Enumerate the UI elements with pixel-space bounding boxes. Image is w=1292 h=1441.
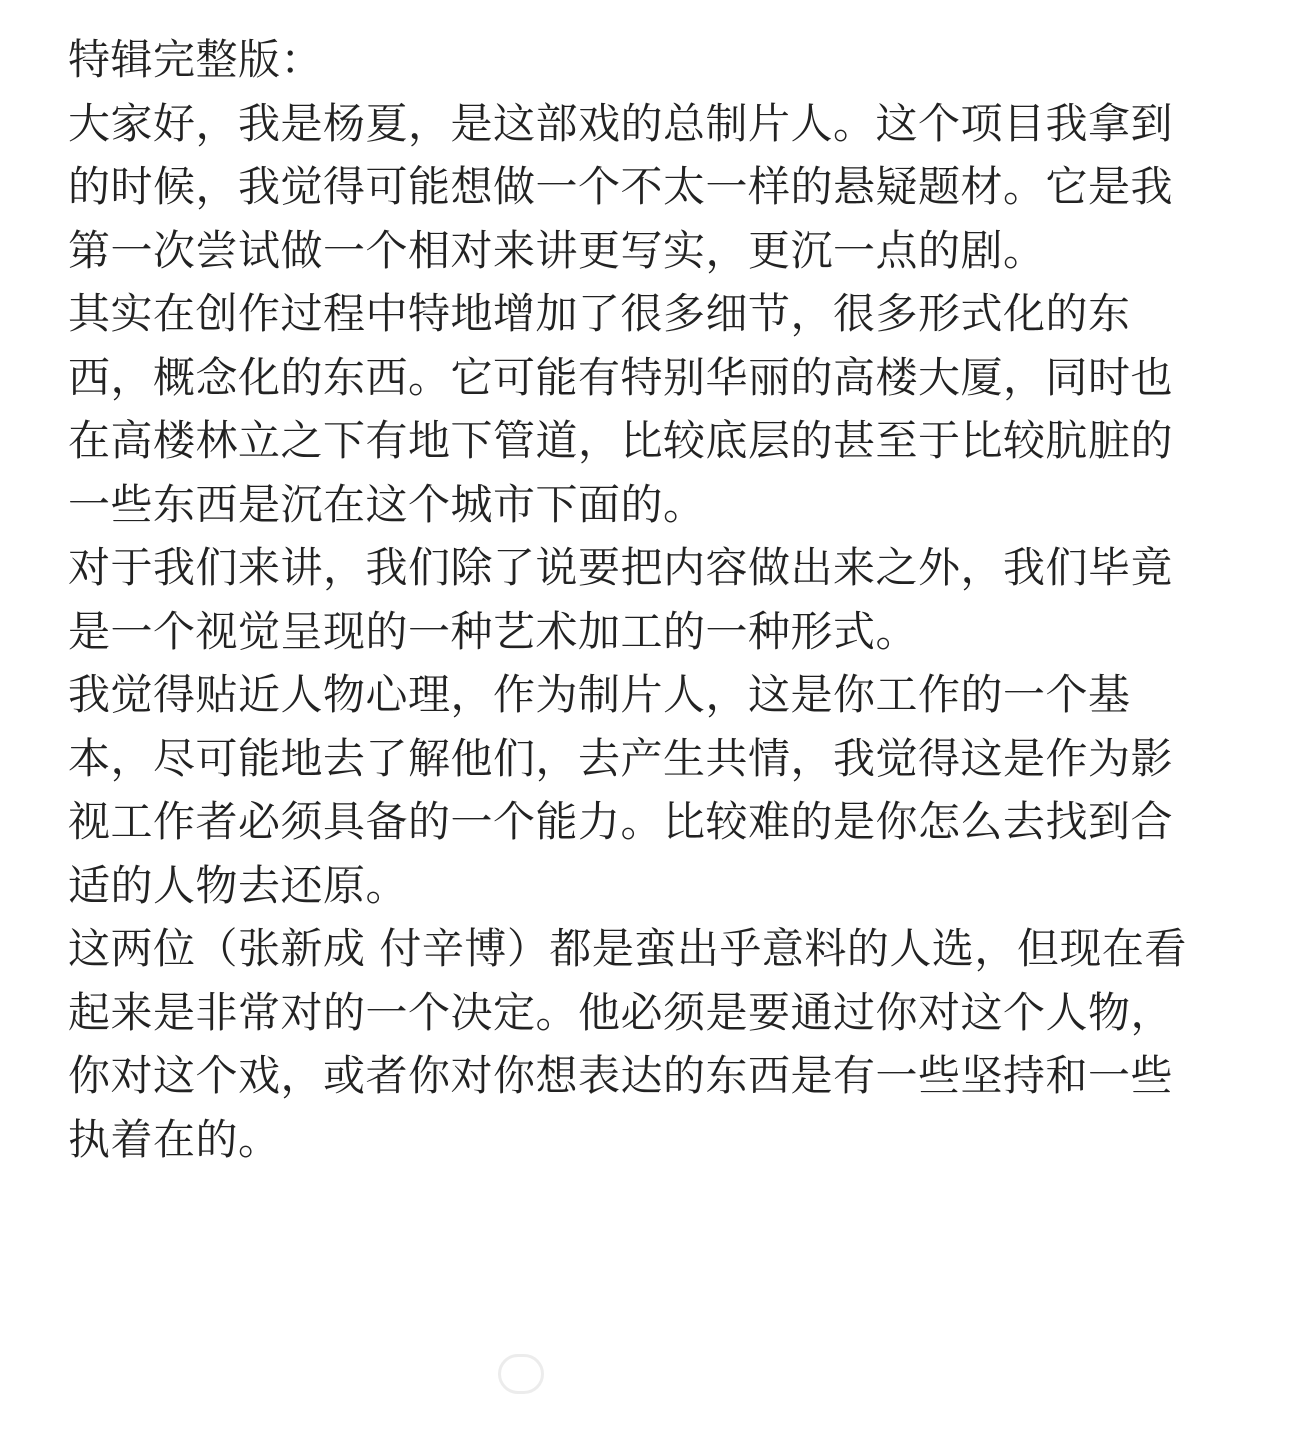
text-line: 起来是非常对的一个决定。他必须是要通过你对这个人物， [68, 987, 1174, 1037]
text-line: 我觉得贴近人物心理，作为制片人，这是你工作的一个基 [68, 670, 1131, 719]
text-line: 本，尽可能地去了解他们，去产生共情，我觉得这是作为影 [68, 733, 1174, 783]
weibo-logo-icon [498, 1354, 544, 1394]
text-line: 执着在的。 [68, 1114, 281, 1164]
text-line: 其实在创作过程中特地增加了很多细节，很多形式化的东 [68, 289, 1131, 338]
text-line: 你对这个戏，或者你对你想表达的东西是有一些坚持和一些 [68, 1051, 1174, 1100]
text-line: 是一个视觉呈现的一种艺术加工的一种形式。 [68, 606, 919, 656]
text-line: 在高楼林立之下有地下管道，比较底层的甚至于比较肮脏的 [68, 416, 1174, 465]
article-body [68, 28, 1248, 1171]
text-line: 西，概念化的东西。它可能有特别华丽的高楼大厦，同时也 [68, 352, 1174, 402]
text-line: 一些东西是沉在这个城市下面的。 [68, 479, 706, 529]
text-line: 的时候，我觉得可能想做一个不太一样的悬疑题材。它是我 [68, 162, 1174, 211]
watermark [498, 1350, 798, 1398]
text-line: 视工作者必须具备的一个能力。比较难的是你怎么去找到合 [68, 797, 1174, 846]
text-line: 特辑完整版： [68, 35, 324, 84]
text-line: 对于我们来讲，我们除了说要把内容做出来之外，我们毕竟 [68, 543, 1174, 592]
text-line: 适的人物去还原。 [68, 860, 409, 910]
text-line: 这两位（张新成 付辛博）都是蛮出乎意料的人选，但现在看 [68, 924, 1187, 973]
text-line: 第一次尝试做一个相对来讲更写实，更沉一点的剧。 [68, 225, 1046, 275]
text-line: 大家好，我是杨夏，是这部戏的总制片人。这个项目我拿到 [68, 98, 1174, 148]
